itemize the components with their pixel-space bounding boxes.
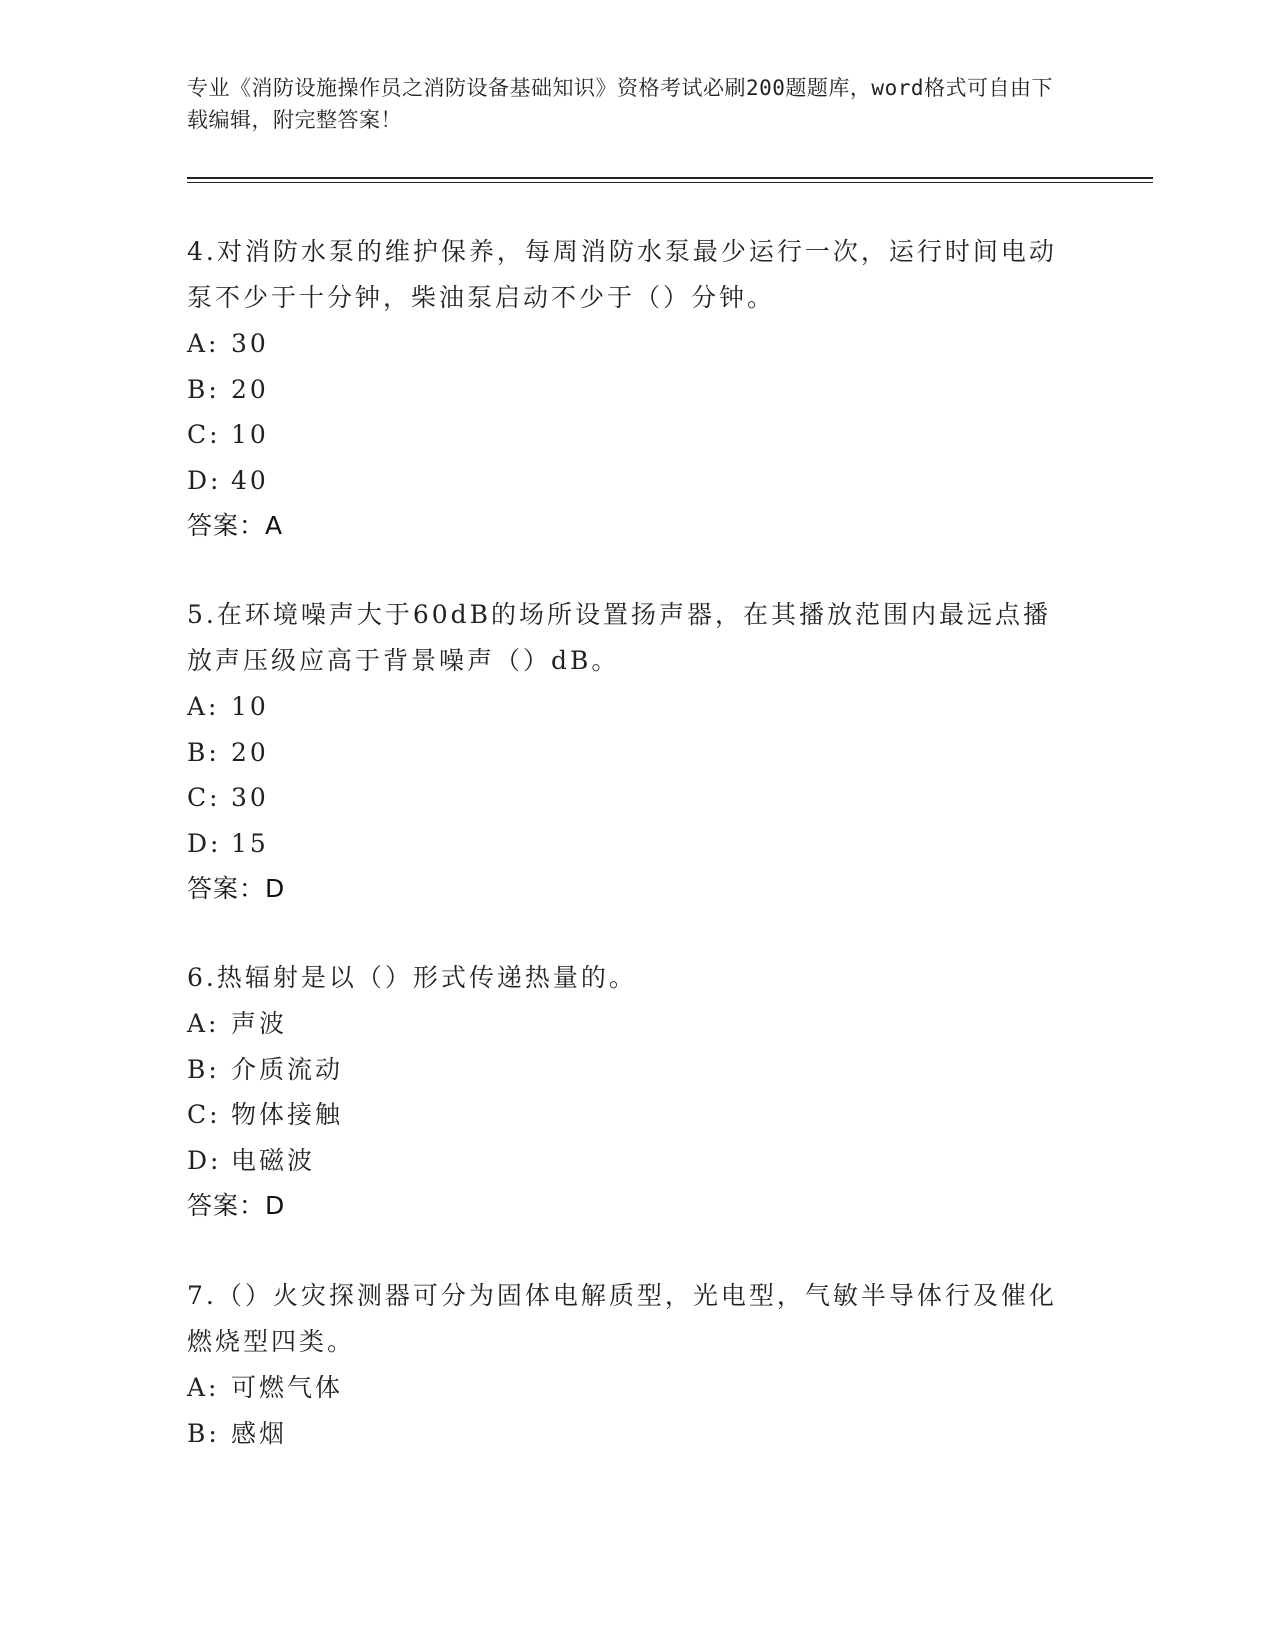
question-stem: 4.对消防水泵的维护保养，每周消防水泵最少运行一次，运行时间电动泵不少于十分钟，柴油泵启动不少于（）分钟。: [187, 237, 1057, 312]
option-label: C:: [187, 420, 221, 449]
option-a: [187, 1001, 1077, 1047]
option-label: B:: [187, 374, 220, 404]
option-text: 可燃气体: [231, 1373, 344, 1402]
option-label: D:: [187, 1145, 222, 1175]
option-c: [187, 1092, 1077, 1138]
option-text: 30: [231, 329, 269, 358]
question-stem: 7.（）火灾探测器可分为固体电解质型，光电型，气敏半导体行及催化燃烧型四类。: [187, 1281, 1057, 1356]
header-rule-thin: [187, 182, 1153, 183]
option-label: A:: [187, 329, 220, 358]
option-label: A:: [187, 1373, 220, 1402]
option-text: 介质流动: [231, 1054, 344, 1084]
option-b: [187, 1047, 1077, 1093]
answer: 答案：A: [187, 511, 284, 540]
option-b: [187, 730, 1077, 776]
question-4: [187, 229, 1077, 549]
option-text: 电磁波: [231, 1145, 316, 1175]
question-stem: 5.在环境噪声大于60dB的场所设置扬声器，在其播放范围内最远点播放声压级应高于背景噪声（）dB。: [187, 600, 1052, 675]
option-label: D:: [187, 465, 222, 495]
answer: 答案：D: [187, 1191, 286, 1220]
option-label: B:: [187, 737, 220, 767]
option-label: B:: [187, 1054, 220, 1084]
option-text: 感烟: [231, 1418, 288, 1448]
option-label: C:: [187, 1100, 221, 1129]
option-text: 声波: [231, 1009, 288, 1038]
question-7: [187, 1273, 1077, 1456]
option-a: [187, 1365, 1077, 1411]
question-5: [187, 592, 1077, 912]
answer: 答案：D: [187, 874, 286, 903]
option-text: 20: [231, 737, 269, 767]
option-d: [187, 821, 1077, 867]
option-label: B:: [187, 1418, 220, 1448]
option-text: 10: [231, 420, 269, 449]
option-a: [187, 321, 1077, 367]
option-text: 20: [231, 374, 269, 404]
option-text: 物体接触: [231, 1100, 344, 1129]
option-label: D:: [187, 828, 222, 858]
option-b: [187, 367, 1077, 413]
option-label: A:: [187, 692, 220, 721]
header-rule: [187, 177, 1153, 179]
question-6: [187, 955, 1077, 1229]
option-b: [187, 1411, 1077, 1457]
option-label: A:: [187, 1009, 220, 1038]
option-text: 40: [231, 465, 269, 495]
option-text: 15: [231, 828, 269, 858]
option-text: 30: [231, 783, 269, 812]
option-text: 10: [231, 692, 269, 721]
option-d: [187, 458, 1077, 504]
question-stem: 6.热辐射是以（）形式传递热量的。: [187, 963, 637, 992]
option-a: [187, 684, 1077, 730]
option-c: [187, 775, 1077, 821]
document-header: 专业《消防设施操作员之消防设备基础知识》资格考试必刷200题题库，word格式可自由下载编辑，附完整答案！: [187, 76, 1053, 132]
option-d: [187, 1138, 1077, 1184]
option-c: [187, 412, 1077, 458]
option-label: C:: [187, 783, 221, 812]
